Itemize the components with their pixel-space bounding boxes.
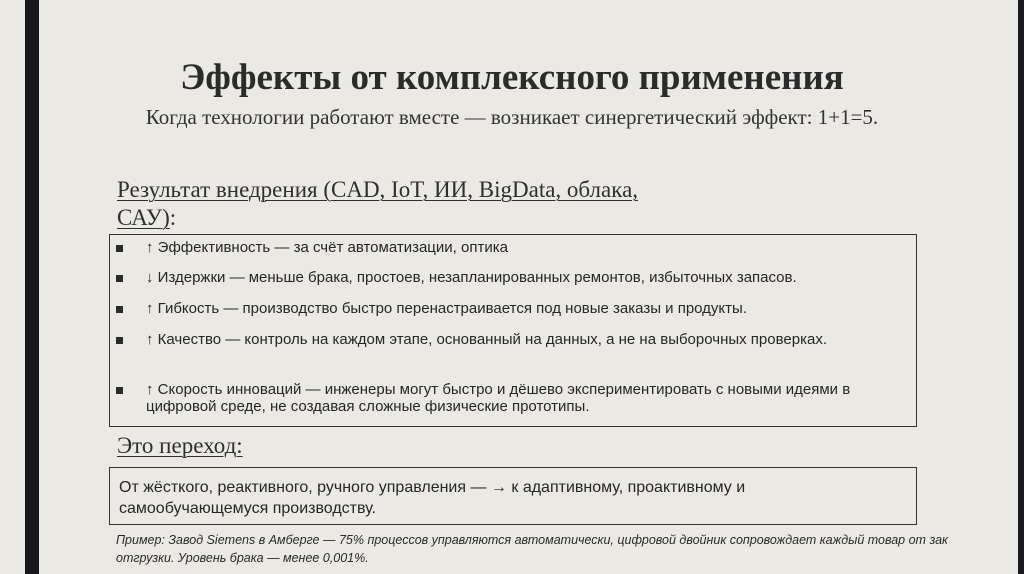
transition-text: От жёсткого, реактивного, ручного управления — → к адаптивному, проактивному и самообучающемуся производству. [119, 479, 746, 517]
square-bullet-icon [116, 387, 123, 394]
bullet-text: ↓ Издержки — меньше брака, простоев, незапланированных ремонтов, избыточных запасов. [146, 269, 797, 286]
bullet-text: ↑ Эффективность — за счёт автоматизации, оптика [146, 239, 508, 256]
results-heading-line2: САУ) [117, 205, 170, 230]
slide-subtitle: Когда технологии работают вместе — возникает синергетический эффект: 1+1=5. [145, 105, 879, 129]
square-bullet-icon [116, 245, 123, 252]
slide-title: Эффекты от комплексного применения [180, 57, 844, 98]
example-line-2: отгрузки. Уровень брака — менее 0,001%. [116, 551, 369, 565]
results-heading-line1: Результат внедрения (CAD, IoT, ИИ, BigData, облака, [117, 177, 639, 202]
square-bullet-icon [116, 306, 123, 313]
square-bullet-icon [116, 275, 123, 282]
bullet-text: ↑ Скорость инноваций — инженеры могут быстро и дёшево экспериментировать с новыми идеями в цифровой среде, не создавая сложные физические прототипы. [146, 381, 851, 415]
results-heading-colon: : [169, 205, 177, 230]
transition-heading: Это переход: [117, 433, 243, 458]
example-line-1: Пример: Завод Siemens в Амберге — 75% процессов управляются автоматически, цифровой двойник сопровождает каждый товар от зак [116, 533, 948, 547]
square-bullet-icon [116, 337, 123, 344]
bullet-text: ↑ Гибкость — производство быстро перенастраивается под новые заказы и продукты. [146, 300, 747, 317]
transition-box [109, 467, 917, 525]
results-heading [117, 176, 717, 232]
example-note [116, 531, 1018, 567]
results-bullet-box [109, 234, 917, 427]
bullet-text: ↑ Качество — контроль на каждом этапе, основанный на данных, а не на выборочных проверках. [146, 331, 827, 348]
